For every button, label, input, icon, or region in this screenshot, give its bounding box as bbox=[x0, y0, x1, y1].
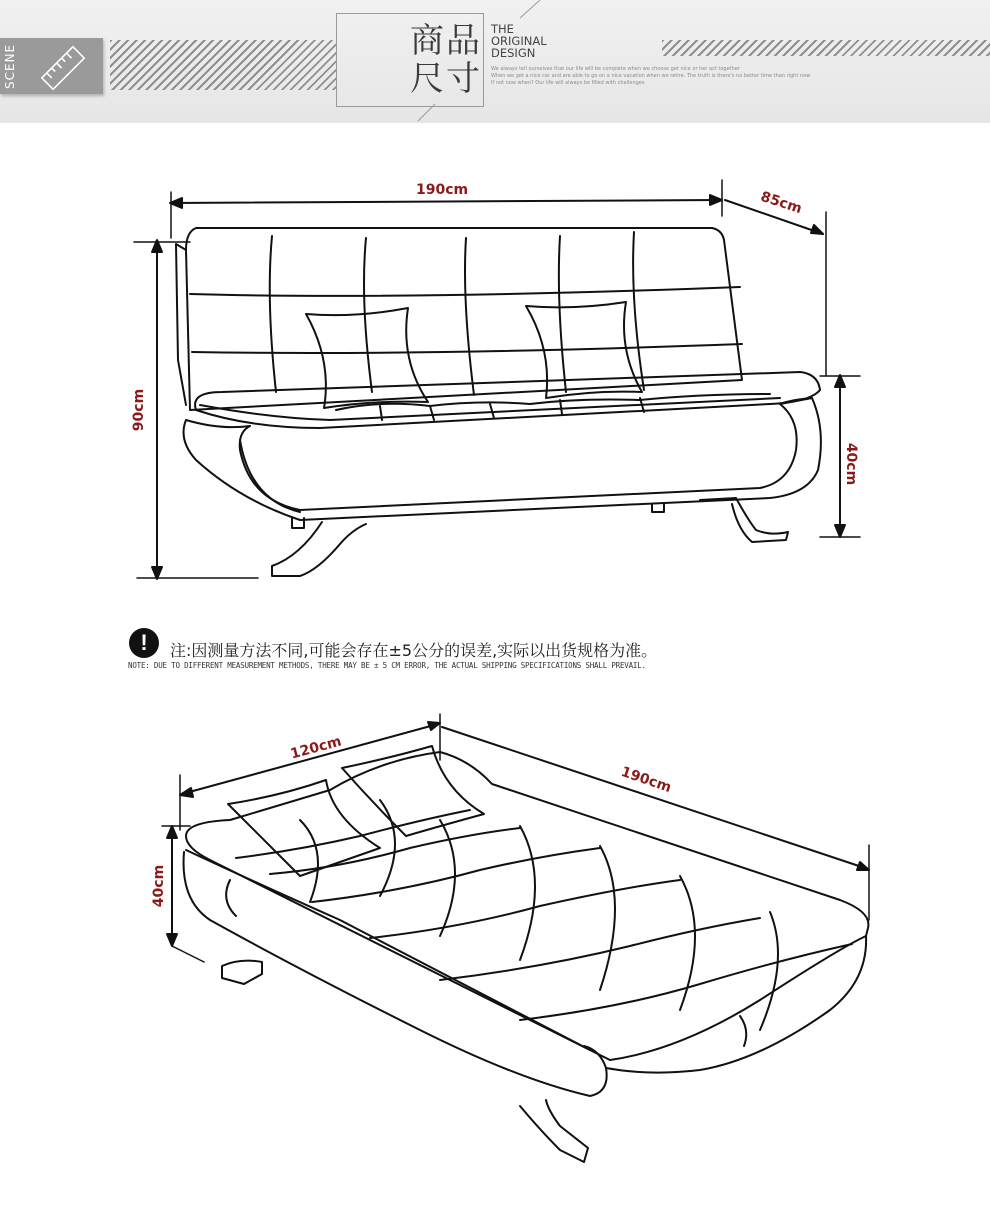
note-text-en: NOTE: DUE TO DIFFERENT MEASUREMENT METHODS, THERE MAY BE ± 5 CM ERROR, THE ACTUAL SHIPPING SPECIFICATIONS SHALL PREVAIL. bbox=[128, 661, 646, 670]
tagline-line3: If not now when? Our life will always be filled with challenges bbox=[491, 80, 645, 86]
title-en-line3: DESIGN bbox=[491, 46, 536, 60]
exclamation-icon: ! bbox=[129, 628, 159, 658]
dim-height-90: 90cm bbox=[131, 388, 148, 432]
title-en-line1: THE bbox=[491, 22, 514, 36]
dim-width-190: 190cm bbox=[416, 182, 469, 198]
tagline-line2: When we get a nice car and are able to go on a nice vacation when we retire. The truth is there's no better time than right now bbox=[491, 73, 811, 79]
dim-seat-height-40: 40cm bbox=[843, 442, 860, 486]
scene-label: SCENE bbox=[3, 43, 17, 89]
title-en-line2: ORIGINAL bbox=[491, 34, 547, 48]
dim-bed-width-120: 120cm bbox=[288, 733, 344, 763]
dim-depth-85: 85cm bbox=[758, 188, 804, 218]
dim-bed-length-190: 190cm bbox=[618, 763, 674, 797]
dim-bed-height-40: 40cm bbox=[151, 864, 168, 908]
tagline-line1: We always tell ourselves that our life will be complete when we choose get nice or her act together bbox=[491, 66, 740, 72]
title-cn-line1: 商品 bbox=[410, 21, 482, 61]
note-text-cn: 注:因测量方法不同,可能会存在±5公分的误差,实际以出货规格为准。 bbox=[170, 641, 658, 660]
title-cn-line2: 尺寸 bbox=[410, 59, 482, 99]
